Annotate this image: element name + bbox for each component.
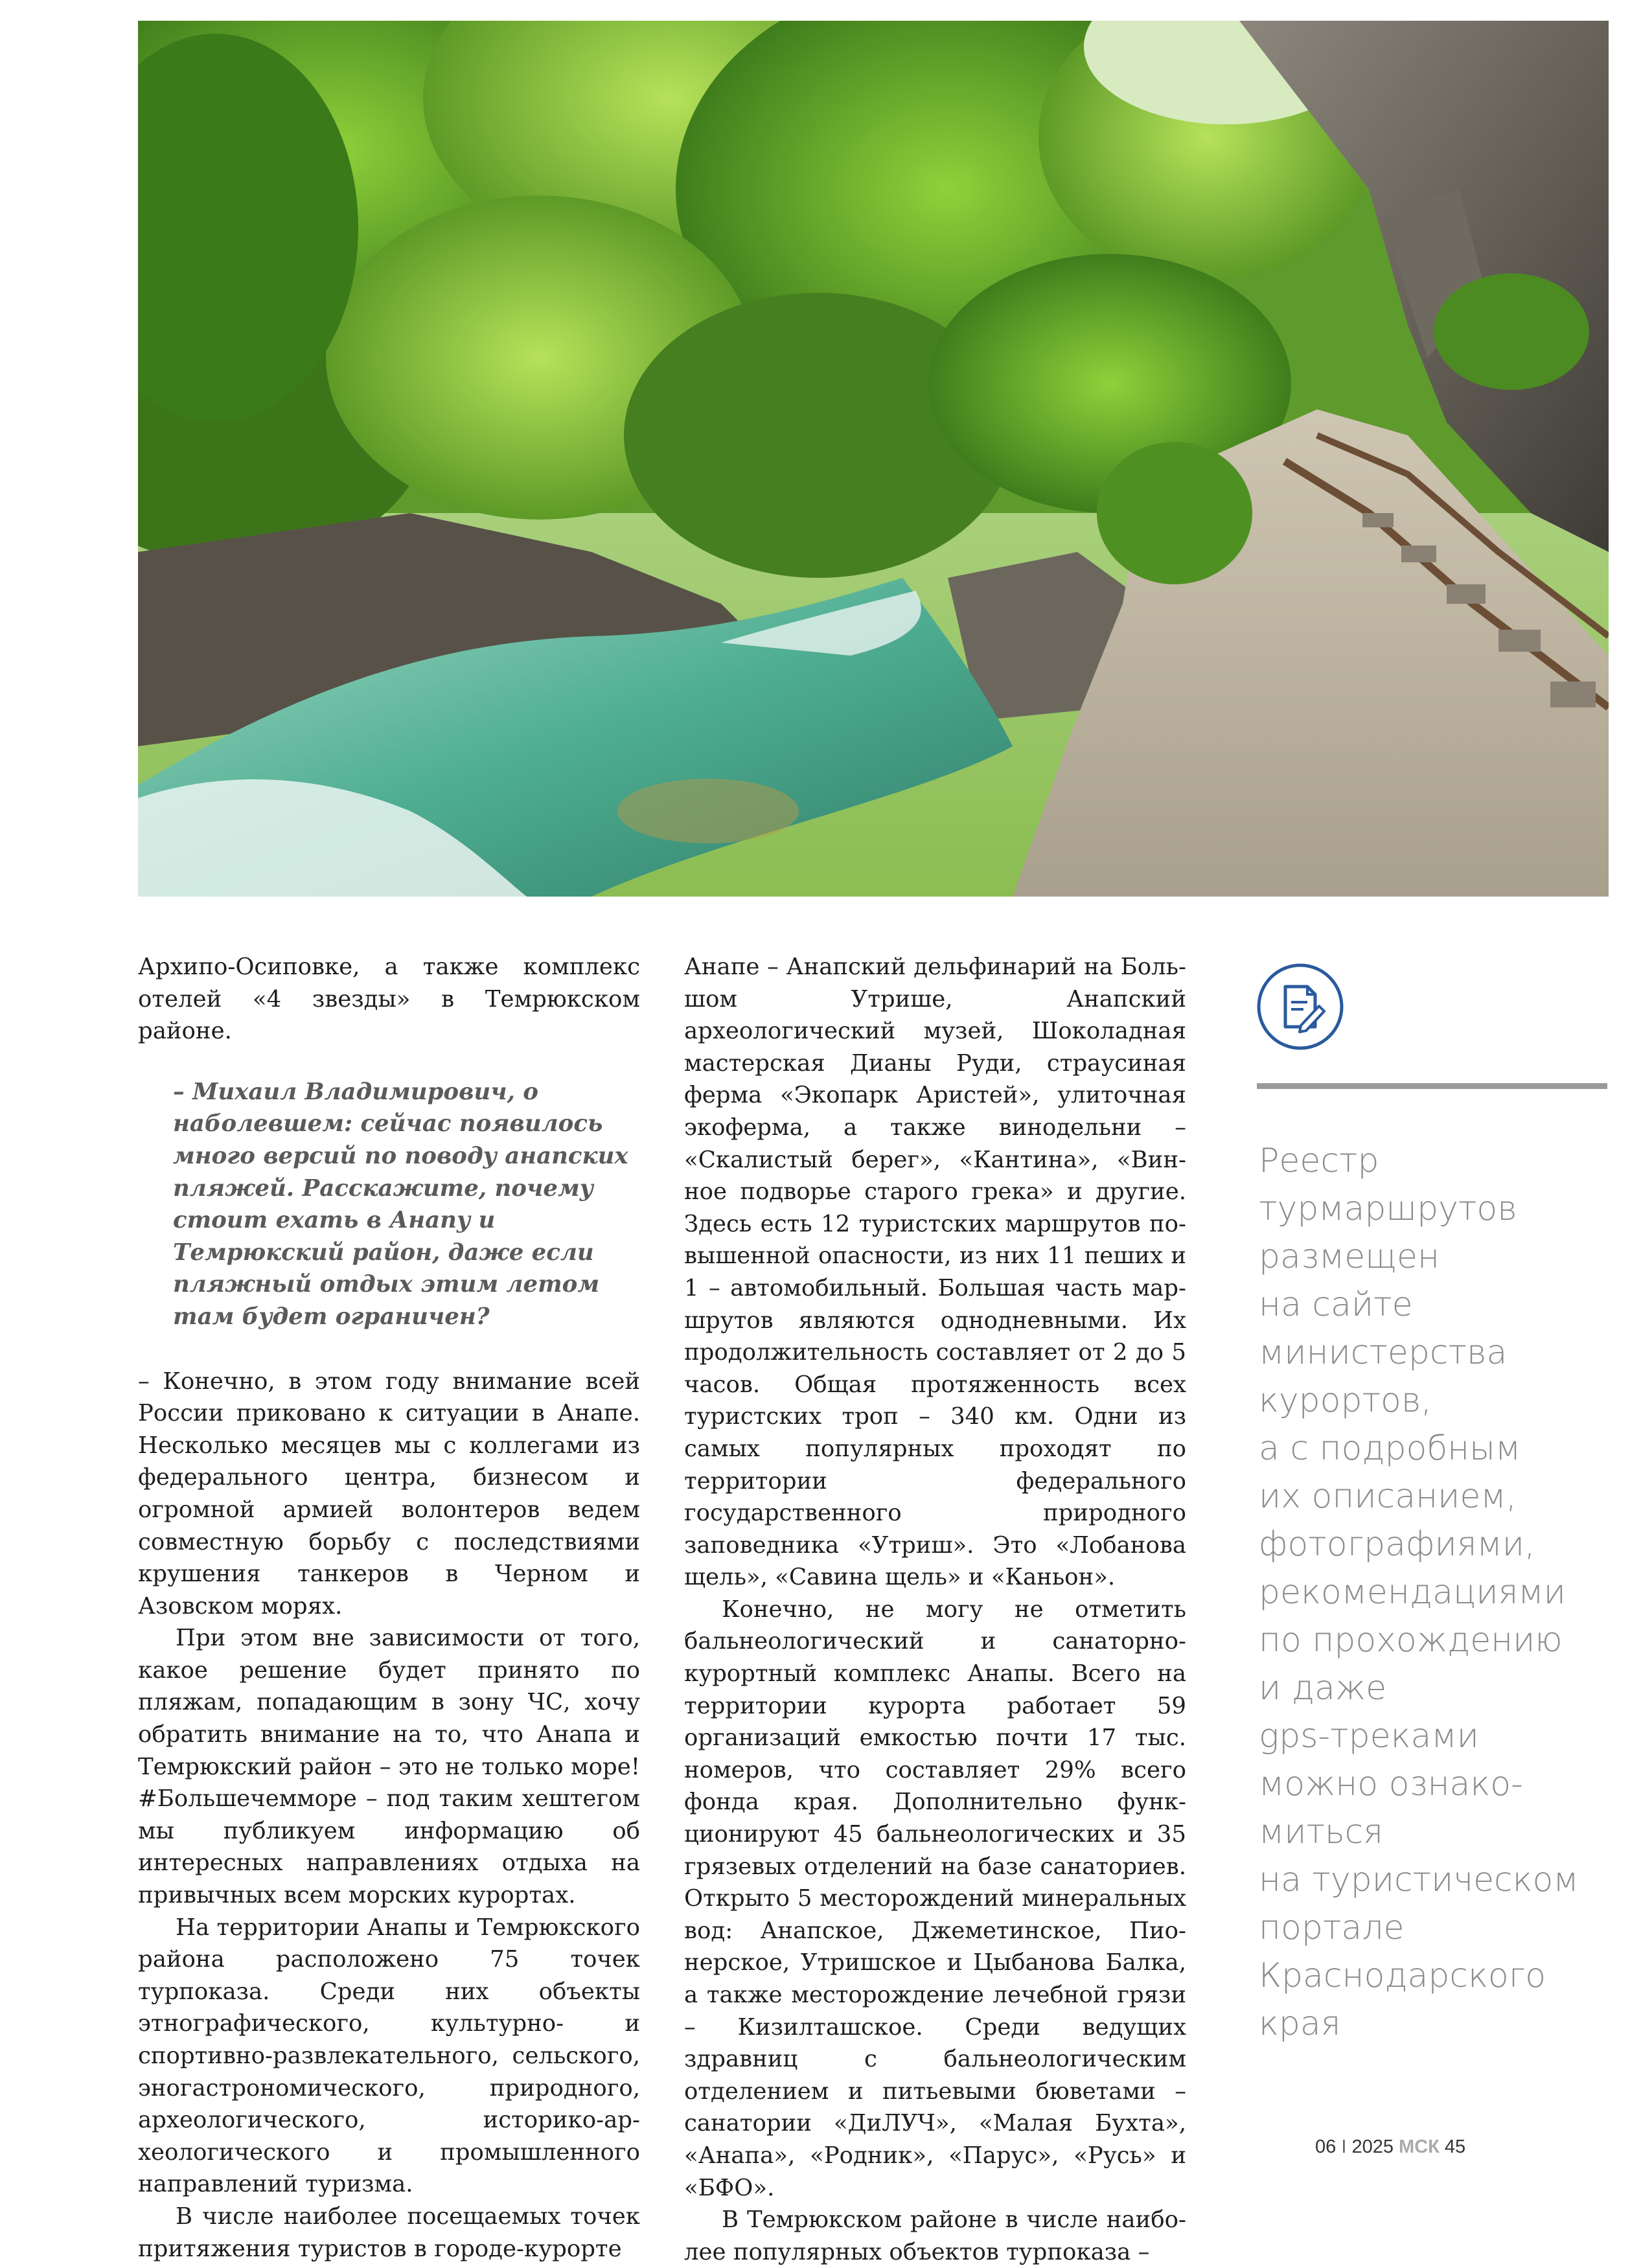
issue-year: 2025 xyxy=(1351,2136,1394,2157)
article-column-1 xyxy=(138,951,640,2265)
sidebar-divider xyxy=(1257,1083,1607,1089)
folio-separator: I xyxy=(1341,2136,1347,2157)
paragraph: Анапе – Анапский дельфинарий на Большом Утрише, Анапский археологический музей, Шоколадная мастерская Дианы Руди, страусиная ферма «Экопарк Аристей», улиточная экоферма, а также винодельни – «Скалистый берег», «Кантина», «Винное подворье старого грека» и другие. Здесь есть 12 туристских маршрутов повышенной опасности, из них 11 пеших и 1 – автомобильный. Большая часть маршрутов являются однодневными. Их продолжительность составляет от 2 до 5 часов. Общая протяженность всех туристских троп – 340 км. Одни из самых популярных проходят по территории федерального государственного природного заповедника «Утриш». Это «Лобанова щель», «Савина щель» и «Каньон». xyxy=(684,954,1186,1591)
interview-question: – Михаил Владимирович, о наболевшем: сейчас появилось много версий по поводу анапских пляжей. Расскажите, почему стоит ехать в Анапу и Темрюкский район, даже если пляжный отдых этим летом там будет ограничен? xyxy=(173,1078,628,1330)
paragraph: Конечно, не могу не отметить бальнеологический и санаторно-курортный комплекс Анапы. Всего на территории курорта работает 59 организаций емкостью почти 17 тыс. номеров, что составляет 29% всего фонда края. Дополнительно функционируют 45 бальнеологических и 35 грязевых отделений на базе санаториев. Открыто 5 месторождений минеральных вод: Анапское, Джеметинское, Пионерское, Утришское и Цыбанова Балка, а также месторождение лечебной грязи – Кизилташское. Среди ведущих здравниц с бальнеологическим отделением и питьевыми бюветами – санатории «ДиЛУЧ», «Малая Бухта», «Анапа», «Родник», «Парус», «Русь» и «БФО». xyxy=(684,1596,1186,2201)
document-edit-icon xyxy=(1256,962,1345,1051)
hero-photo xyxy=(138,21,1609,897)
article-column-2 xyxy=(684,951,1186,2268)
page-number: 45 xyxy=(1444,2136,1466,2157)
page-folio xyxy=(1315,2136,1465,2158)
issue-number: 06 xyxy=(1315,2136,1337,2157)
paragraph: Архипо-Осиповке, а также комплекс отелей «4 звезды» в Темрюкском районе. xyxy=(138,954,640,1045)
paragraph: – Конечно, в этом году внимание всей России приковано к ситуации в Анапе. Несколько месяцев мы с коллегами из федерального центра, бизнесом и огромной армией волонтеров ведем совместную борьбу с последствиями крушения танкеров в Черном и Азовском морях. xyxy=(138,1368,640,1620)
paragraph: При этом вне зависимости от того, какое решение будет принято по пляжам, попадающим в зону ЧС, хочу обратить внимание на то, что Анапа и Темрюкский район – это не только море! #Большечемморе – под таким хештегом мы публикуем информацию об интересных направлениях отдыха на привычных всем морских курортах. xyxy=(138,1625,640,1909)
paragraph: В Темрюкском районе в числе наиболее популярных объектов турпоказа – xyxy=(684,2206,1186,2265)
paragraph: В числе наиболее посещаемых точек притяжения туристов в городе-курорте xyxy=(138,2203,640,2262)
magazine-brand: МСК xyxy=(1399,2136,1440,2157)
paragraph: На территории Анапы и Темрюкского района расположено 75 точек турпоказа. Среди них объекты этнографического, культурно- и спортивно-развлекательного, сельского, эногастрономического, природного, археологического, историко-археологического и промышленного направлений туризма. xyxy=(138,1914,640,2198)
sidebar-callout: Реестр турмаршрутов размещен на сайте министерства курортов, а с подробным их описанием, фотографиями, рекомендациями по прохождению и даже gps-треками можно ознако- миться на туристическом портале Краснодарского края xyxy=(1259,1141,1579,2043)
